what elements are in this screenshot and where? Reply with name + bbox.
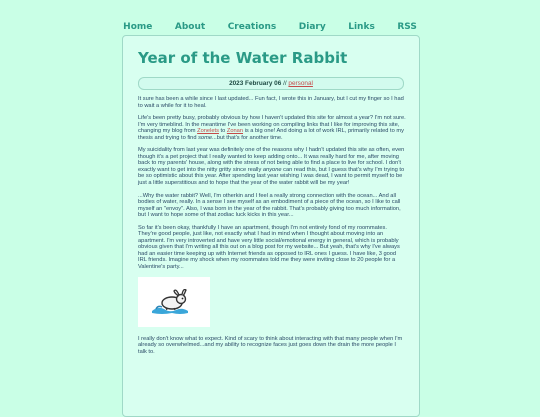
paragraph: I really don't know what to expect. Kind of scary to think about interacting with that many people when I'm already so overwhelmed...and my ability to recognize faces just goes down the drain the more people I talk to.: [138, 335, 403, 355]
zonelets-link[interactable]: Zonelets: [197, 128, 219, 135]
paragraph: ...Why the water rabbit? Well, I'm otherkin and I feel a really strong connection with the ocean... And all bodies of water, really. In a sense I see myself as an embodiment of a piece of the ocean, so I like to call myself an "envoy". Also, I was born in the year of the rabbit. That's probably giving too much information, but I want to hope some of that zodiac luck kicks in this year...: [138, 192, 401, 219]
paragraph: So far it's been okay, thankfully I have an apartment, though I'm not entirely fond of my roommates. They're good people, just like, not exactly what I had in mind when I thought about moving into an apartment. I'm very introverted and have very little social/emotional energy in general, which is probably obvious given that I'm writing all this out on a blog post for my website... But yeah, that's why I've always had an easier time keeping up with Internet friends as opposed to IRL ones I guess. I have like, 3 good IRL friends. Imagine my shock when my roommates told me they were inviting close to 20 people for a Valentine's party...: [138, 224, 400, 271]
water-rabbit-icon: [152, 289, 192, 315]
top-nav: [0, 21, 540, 32]
paragraph: Life's been pretty busy, probably obvious by how I haven't updated this site for almost a year? I'm not sure. I'm very timeblind. In the meantime I've been working on compiling links that I like for improving this site, changing my blog from Zonelets to Zonan is a big one! And doing a lot of work IRL, primarily related to my thesis and trying to find some...but that's for another time.: [138, 115, 406, 141]
post-tag-link[interactable]: personal: [288, 80, 313, 87]
post-meta-bar: [138, 77, 404, 90]
post-card: [122, 35, 420, 417]
paragraph: My suicidality from last year was definitely one of the reasons why I hadn't updated this site as often, even though it's a pet project that I really wanted to keep adding onto... It was really hard for me, after moving back to my parents' house, along with the stress of not being able to find a place to live for school. I don't exactly want to get into the nitty gritty since really anyone can read this, but I guess that's why I'm trying to be so optimistic about this year. After spending last year wishing I was dead, I want to permit myself to be just a little superstitious and to hope that the year of the water rabbit will be my year!: [138, 147, 405, 187]
nav-link-diary[interactable]: Diary: [298, 22, 326, 32]
post-title: Year of the Water Rabbit: [138, 49, 348, 67]
post-date: 2023 February 06: [229, 80, 282, 87]
nav-link-about[interactable]: About: [174, 22, 206, 32]
post-body: [138, 96, 406, 361]
zonan-link[interactable]: Zonan: [226, 128, 243, 135]
meta-separator: //: [281, 80, 289, 87]
paragraph: It sure has been a while since I last updated... Fun fact, I wrote this in January, but I cut my finger so I had to wait a while for it to heal.: [138, 96, 404, 109]
nav-link-home[interactable]: Home: [123, 22, 153, 32]
nav-link-rss[interactable]: RSS: [397, 22, 417, 32]
nav-link-links[interactable]: Links: [348, 22, 375, 32]
nav-link-creations[interactable]: Creations: [227, 22, 277, 32]
post-image-water-rabbit: [138, 277, 210, 327]
